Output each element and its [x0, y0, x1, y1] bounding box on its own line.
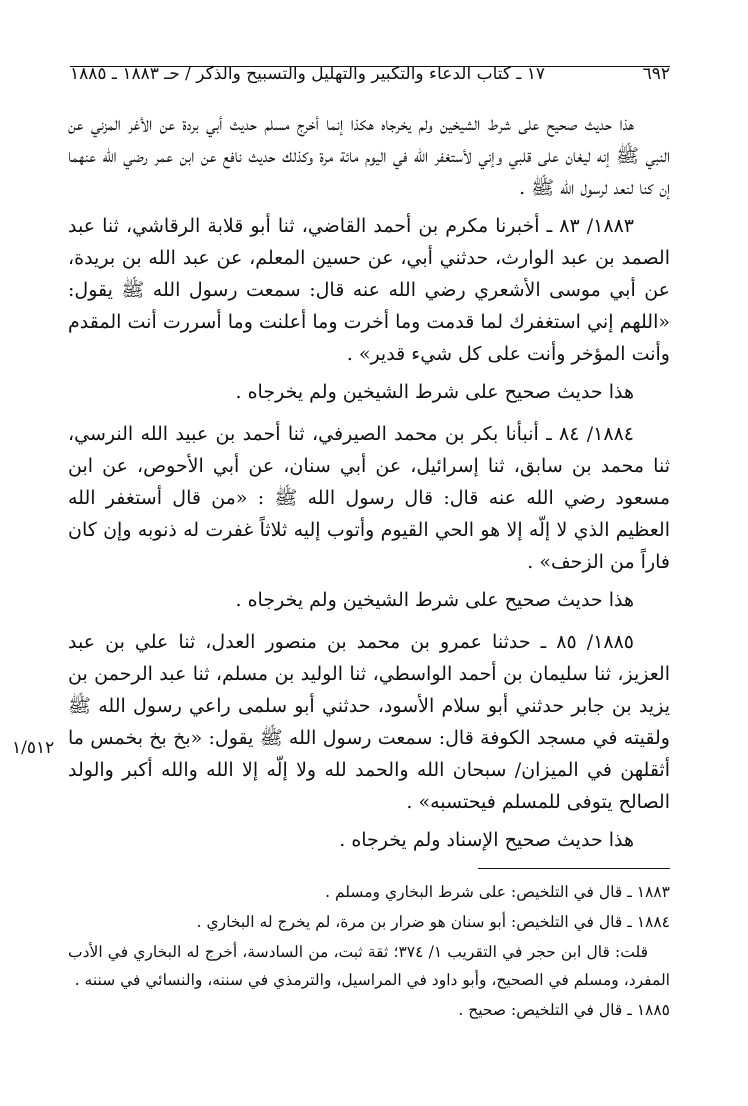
intro-paragraph: هذا حديث صحيح على شرط الشيخين ولم يخرجاه هكذا إنما أخرج مسلم حديث أبي بردة عن الأغر المزني عن النبي ﷺ إنه ليغان على قلبي وإني لأستغفر الله في اليوم مائة مرة وكذلك حديث نافع عن ابن عمر رضي الله عنهما إن كنا لنعد لرسول الله ﷺ . [68, 113, 670, 199]
page-number: ٦٩٢ [642, 64, 670, 84]
hadith-1884: ١٨٨٤/ ٨٤ ـ أنبأنا بكر بن محمد الصيرفي، ثنا أحمد بن عبيد الله النرسي، ثنا محمد بن سابق، ثنا إسرائيل، عن أبي سنان، عن أبي الأحوص، عن ابن مسعود رضي الله عنه قال: قال رسول الله ﷺ : «من قال أستغفر الله العظيم الذي لا إلّه إلا هو الحي القيوم وأتوب إليه ثلاثاً غفرت له ذنوبه وإن كان فاراً من الزحف» . [68, 423, 670, 573]
running-header [70, 62, 670, 84]
verdict-1885: هذا حديث صحيح الإسناد ولم يخرجاه . [339, 829, 634, 851]
verdict-1883: هذا حديث صحيح على شرط الشيخين ولم يخرجاه . [235, 381, 634, 403]
footnote-1884-comment: قلت: قال ابن حجر في التقريب ١/ ٣٧٤؛ ثقة ثبت، من السادسة، أخرج له البخاري في الأدب المفرد، ومسلم في الصحيح، وأبو داود في المراسيل، والترمذي في سننه، والنسائي في سننه . [68, 943, 670, 989]
main-text [68, 108, 670, 866]
footnotes [68, 878, 670, 1026]
footnote-1883: ١٨٨٣ ـ قال في التلخيص: على شرط البخاري ومسلم . [325, 883, 670, 901]
margin-reference: ١/٥١٢ [12, 738, 55, 758]
footnote-1885: ١٨٨٥ ـ قال في التلخيص: صحيح . [458, 1001, 670, 1019]
hadith-1885: ١٨٨٥/ ٨٥ ـ حدثنا عمرو بن محمد بن منصور العدل، ثنا علي بن عبد العزيز، ثنا سليمان بن أحمد الواسطي، ثنا الوليد بن مسلم، ثنا عبد الرحمن بن يزيد بن جابر حدثني أبو سلام الأسود، حدثني أبو سلمى راعي رسول الله ﷺ ولقيته في مسجد الكوفة قال: سمعت رسول الله ﷺ يقول: «بخ بخ بخمس ما أثقلهن في الميزان/ سبحان الله والحمد لله ولا إلّه إلا الله والله أكبر والولد الصالح يتوفى للمسلم فيحتسبه» . [68, 631, 670, 813]
verdict-1884: هذا حديث صحيح على شرط الشيخين ولم يخرجاه . [235, 589, 634, 611]
footnote-divider [478, 868, 670, 869]
hadith-1883: ١٨٨٣/ ٨٣ ـ أخبرنا مكرم بن أحمد القاضي، ثنا أبو قلابة الرقاشي، ثنا عبد الصمد بن عبد الوارث، حدثني أبي، عن حسين المعلم، عن عبد الله بن بريدة، عن أبي موسى الأشعري رضي الله عنه قال: سمعت رسول الله ﷺ يقول: «اللهم إني استغفرك لما قدمت وما أخرت وما أعلنت وما أسررت أنت المقدم وأنت المؤخر وأنت على كل شيء قدير» . [68, 215, 670, 365]
footnote-1884: ١٨٨٤ ـ قال في التلخيص: أبو سنان هو ضرار بن مرة، لم يخرج له البخاري . [196, 913, 670, 931]
running-title: ١٧ ـ كتاب الدعاء والتكبير والتهليل والتسبيح والذكر / حـ ١٨٨٣ ـ ١٨٨٥ [70, 64, 546, 84]
